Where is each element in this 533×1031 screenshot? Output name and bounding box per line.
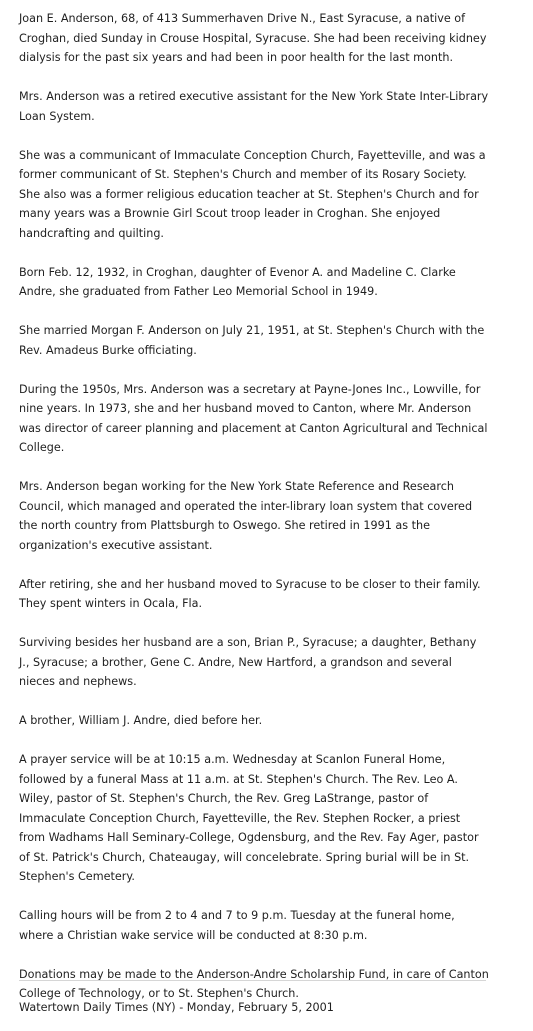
paragraph-predeceased: A brother, William J. Andre, died before her. bbox=[19, 714, 263, 727]
paragraph-intro: Joan E. Anderson, 68, of 413 Summerhaven Drive N., East Syracuse, a native of Croghan, died Sunday in Crouse Hospital, Syracuse. She had been receiving kidney dialysis for the past six years and had been in poor health for the last month. bbox=[19, 12, 487, 64]
paragraph-library-council: Mrs. Anderson began working for the New York State Reference and Research Council, which managed and operated the inter-library loan system that covered the north country from Plattsburgh to Oswego. She retired in 1991 as the organization's executive assistant. bbox=[19, 480, 473, 552]
obituary-article bbox=[19, 9, 489, 1023]
paragraph-career-summary: Mrs. Anderson was a retired executive assistant for the New York State Inter-Library Loan System. bbox=[19, 90, 489, 123]
paragraph-services: A prayer service will be at 10:15 a.m. Wednesday at Scanlon Funeral Home, followed by a funeral Mass at 11 a.m. at St. Stephen's Church. The Rev. Leo A. Wiley, pastor of St. Stephen's Church, the Rev. Greg LaStrange, pastor of Immaculate Conception Church, Fayetteville, the Rev. Stephen Rocker, a priest from Wadhams Hall Seminary-College, Ogdensburg, and the Rev. Fay Ager, pastor of St. Patrick's Church, Chateaugay, will concelebrate. Spring burial will be in St. Stephen's Cemetery. bbox=[19, 753, 479, 883]
paragraph-employment: During the 1950s, Mrs. Anderson was a secretary at Payne-Jones Inc., Lowville, for nine years. In 1973, she and her husband moved to Canton, where Mr. Anderson was director of career planning and placement at Canton Agricultural and Technical College. bbox=[19, 382, 488, 454]
paragraph-church: She was a communicant of Immaculate Conception Church, Fayetteville, and was a former communicant of St. Stephen's Church and member of its Rosary Society. She also was a former religious education teacher at St. Stephen's Church and for many years was a Brownie Girl Scout troop leader in Croghan. She enjoyed handcrafting and quilting. bbox=[19, 148, 486, 240]
paragraph-calling-hours: Calling hours will be from 2 to 4 and 7 to 9 p.m. Tuesday at the funeral home, where a Christian wake service will be conducted at 8:30 p.m. bbox=[19, 909, 455, 942]
source-line: Watertown Daily Times (NY) - Monday, February 5, 2001 bbox=[19, 1001, 334, 1014]
paragraph-retirement: After retiring, she and her husband moved to Syracuse to be closer to their family. They spent winters in Ocala, Fla. bbox=[19, 577, 481, 610]
paragraph-donations: Donations may be made to the Anderson-Andre Scholarship Fund, in care of Canton College of Technology, or to St. Stephen's Church. bbox=[19, 967, 489, 1000]
paragraph-survivors: Surviving besides her husband are a son, Brian P., Syracuse; a daughter, Bethany J., Syracuse; a brother, Gene C. Andre, New Hartford, a grandson and several nieces and nephews. bbox=[19, 636, 477, 688]
paragraph-birth: Born Feb. 12, 1932, in Croghan, daughter of Evenor A. and Madeline C. Clarke Andre, she graduated from Father Leo Memorial School in 1949. bbox=[19, 265, 456, 298]
divider bbox=[19, 980, 486, 981]
paragraph-marriage: She married Morgan F. Anderson on July 21, 1951, at St. Stephen's Church with the Rev. Amadeus Burke officiating. bbox=[19, 324, 485, 357]
